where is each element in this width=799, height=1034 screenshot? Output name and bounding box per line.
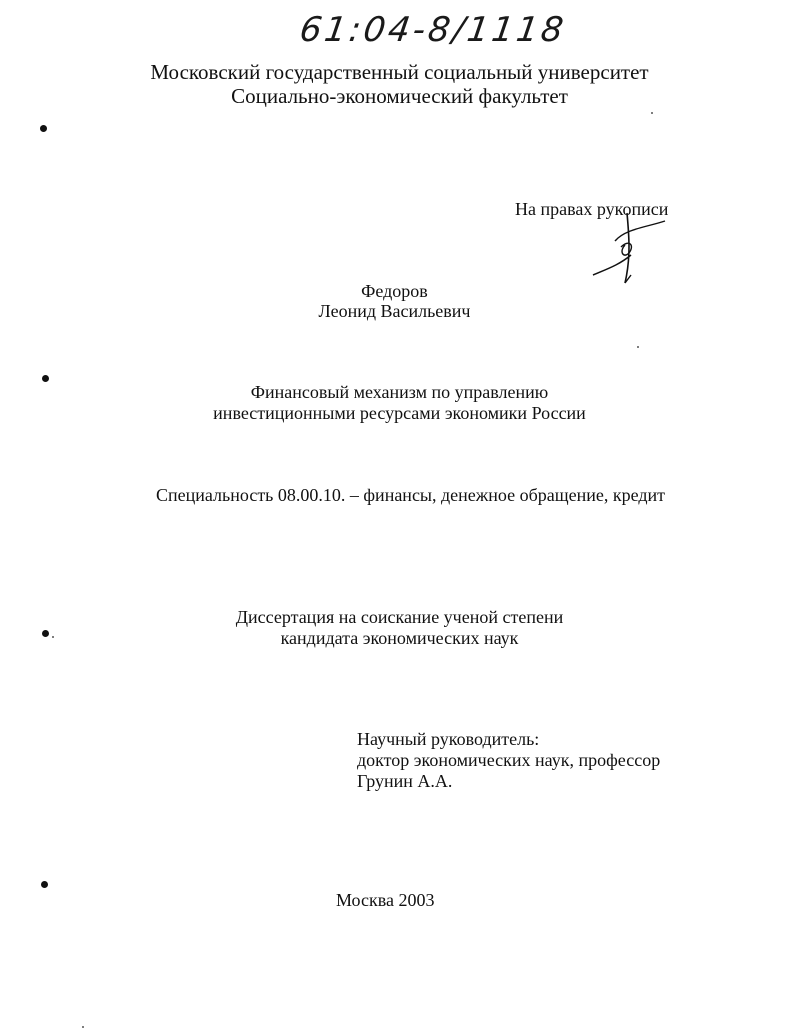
degree-line-1: Диссертация на соискание ученой степени — [235, 607, 564, 627]
specialty-line: Специальность 08.00.10. – финансы, денежное обращение, кредит — [156, 485, 665, 505]
place-and-year: Москва 2003 — [336, 890, 435, 910]
handwritten-archive-code: 61:04-8/1118 — [297, 10, 569, 50]
university-name: Московский государственный социальный университет — [150, 60, 649, 84]
scan-speck — [52, 636, 54, 638]
scan-speck — [637, 346, 639, 348]
supervisor-label: Научный руководитель: — [357, 729, 540, 749]
scan-speck — [651, 112, 653, 114]
author-surname: Федоров — [361, 281, 428, 301]
scan-speck — [82, 1026, 84, 1028]
author-given-names: Леонид Васильевич — [318, 301, 471, 321]
scan-dot — [40, 125, 47, 132]
title-line-2: инвестиционными ресурсами экономики России — [213, 403, 586, 423]
supervisor-name: Грунин А.А. — [357, 771, 453, 791]
scan-dot — [42, 375, 49, 382]
handwritten-signature — [585, 205, 675, 290]
title-line-1: Финансовый механизм по управлению — [250, 382, 549, 402]
faculty-name: Социально-экономический факультет — [231, 84, 568, 108]
degree-line-2: кандидата экономических наук — [280, 628, 519, 648]
manuscript-rights-note: На правах рукописи — [515, 199, 669, 219]
supervisor-credentials: доктор экономических наук, профессор — [357, 750, 661, 770]
scan-dot — [42, 630, 49, 637]
scan-dot — [41, 881, 48, 888]
